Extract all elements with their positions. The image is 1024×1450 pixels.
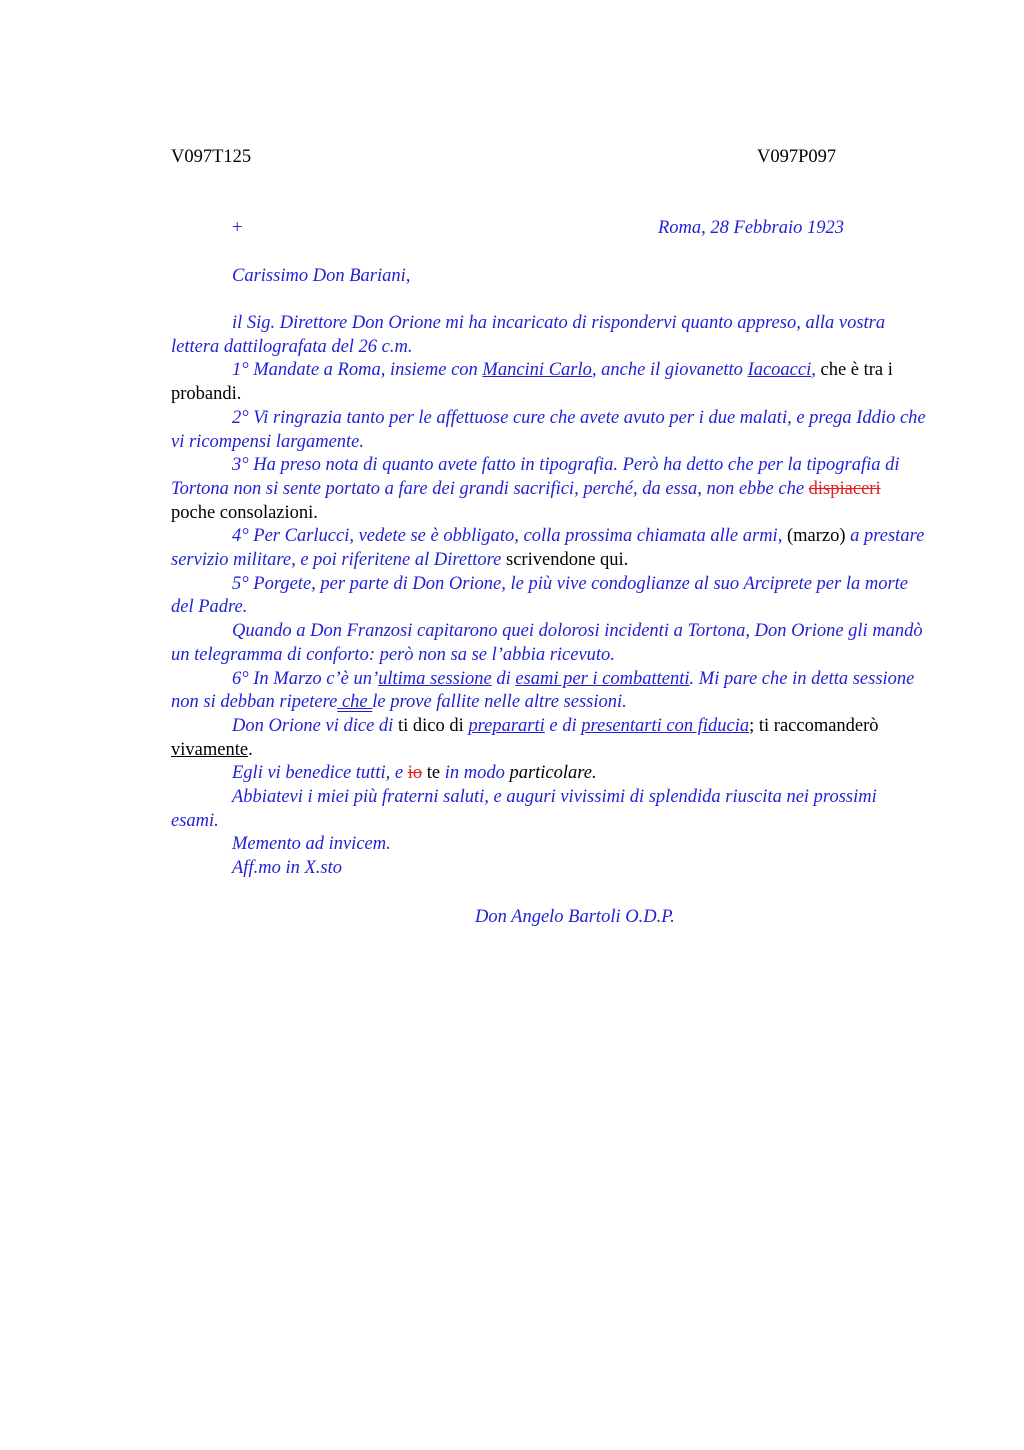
point-6-text-d: le prove fallite nelle altre sessioni. [372,692,627,713]
point-1-text-c: , [811,360,816,381]
point-8-text-d: particolare. [504,763,597,784]
point-8-text-a: Egli vi benedice tutti, e [232,763,408,784]
name-mancini: Mancini Carlo [482,360,592,381]
point-7 [171,715,926,762]
signature: Don Angelo Bartoli O.D.P. [475,907,675,927]
point-8-text-b: te [422,763,445,784]
point-4-text-b: (marzo) [782,526,851,547]
point-1 [171,359,926,406]
point-4-text-c: a prestare servizio militare, e poi riferitene al Direttore [171,526,925,571]
struck-word-io: io [407,763,423,784]
point-6-text-a: 6° In Marzo c’è un’ [232,668,379,689]
point-7-text-e: . [248,739,253,760]
underlined-vivamente: vivamente [171,739,249,760]
point-6-text-c: . Mi pare che in detta sessione non si debban ripetere [171,668,915,713]
point-7-text-d: ; ti raccomanderò [749,715,879,736]
point-1-text-a: 1° Mandate a Roma, insieme con [232,360,483,381]
point-1-text-d: che è tra i probandi. [171,360,893,405]
point-5: 5° Porgete, per parte di Don Orione, le più vive condoglianze al suo Arciprete per la morte del Padre. [171,573,909,618]
point-5-continued: Quando a Don Franzosi capitarono quei dolorosi incidenti a Tortona, Don Orione gli mandò un telegramma di conforto: però non sa se l’abbia ricevuto. [171,621,923,665]
point-4-text-a: 4° Per Carlucci, vedete se è obbligato, colla prossima chiamata alle armi, [232,526,783,547]
underlined-presentarti: presentarti con fiducia [581,715,750,736]
document-code-left: V097T125 [171,147,252,167]
underlined-ultima-sessione: ultima sessione [378,668,492,689]
letter-body [171,312,926,881]
point-4-text-d: scrivendone qui. [501,550,629,571]
underlined-esami-combattenti: esami per i combattenti [515,668,690,689]
point-6 [171,668,926,715]
point-8-text-c: in modo [444,763,505,784]
point-7-text-a: Don Orione vi dice di [232,715,394,736]
point-2: 2° Vi ringrazia tanto per le affettuose cure che avete avuto per i due malati, e prega Iddio che vi ricompensi largamente. [171,407,926,452]
point-3-text-a: 3° Ha preso nota di quanto avete fatto in tipografia. Però ha detto che per la tipografia di Tortona non si sente portato a fare dei grandi sacrifici, perché, da essa, non ebbe che [171,455,900,499]
intro-paragraph: il Sig. Direttore Don Orione mi ha incaricato di rispondervi quanto appreso, alla vostra lettera dattilografata del 26 c.m. [171,313,886,357]
point-4 [171,525,926,572]
greetings-paragraph: Abbiatevi i miei più fraterni saluti, e auguri vivissimi di splendida riuscita nei prossimi esami. [171,787,877,831]
point-1-text-b: , anche il giovanetto [591,360,748,381]
underlined-prepararti: prepararti [468,715,545,736]
name-iacoacci: Iacoacci [747,360,812,381]
memento-line: Memento ad invicem. [232,834,391,855]
cross-mark: + [232,218,243,238]
point-3 [171,454,926,525]
salutation: Carissimo Don Bariani, [232,266,411,286]
point-8 [171,762,926,786]
struck-word-dispiaceri: dispiaceri [808,478,881,499]
point-7-text-b: ti dico di [393,715,469,736]
point-3-text-b: poche consolazioni. [171,502,318,523]
point-7-text-c: e di [544,715,582,736]
point-6-text-b: di [491,668,516,689]
place-date: Roma, 28 Febbraio 1923 [658,218,845,238]
document-code-right: V097P097 [757,147,837,167]
double-underlined-che: che [337,692,373,713]
closing-line: Aff.mo in X.sto [232,858,342,879]
